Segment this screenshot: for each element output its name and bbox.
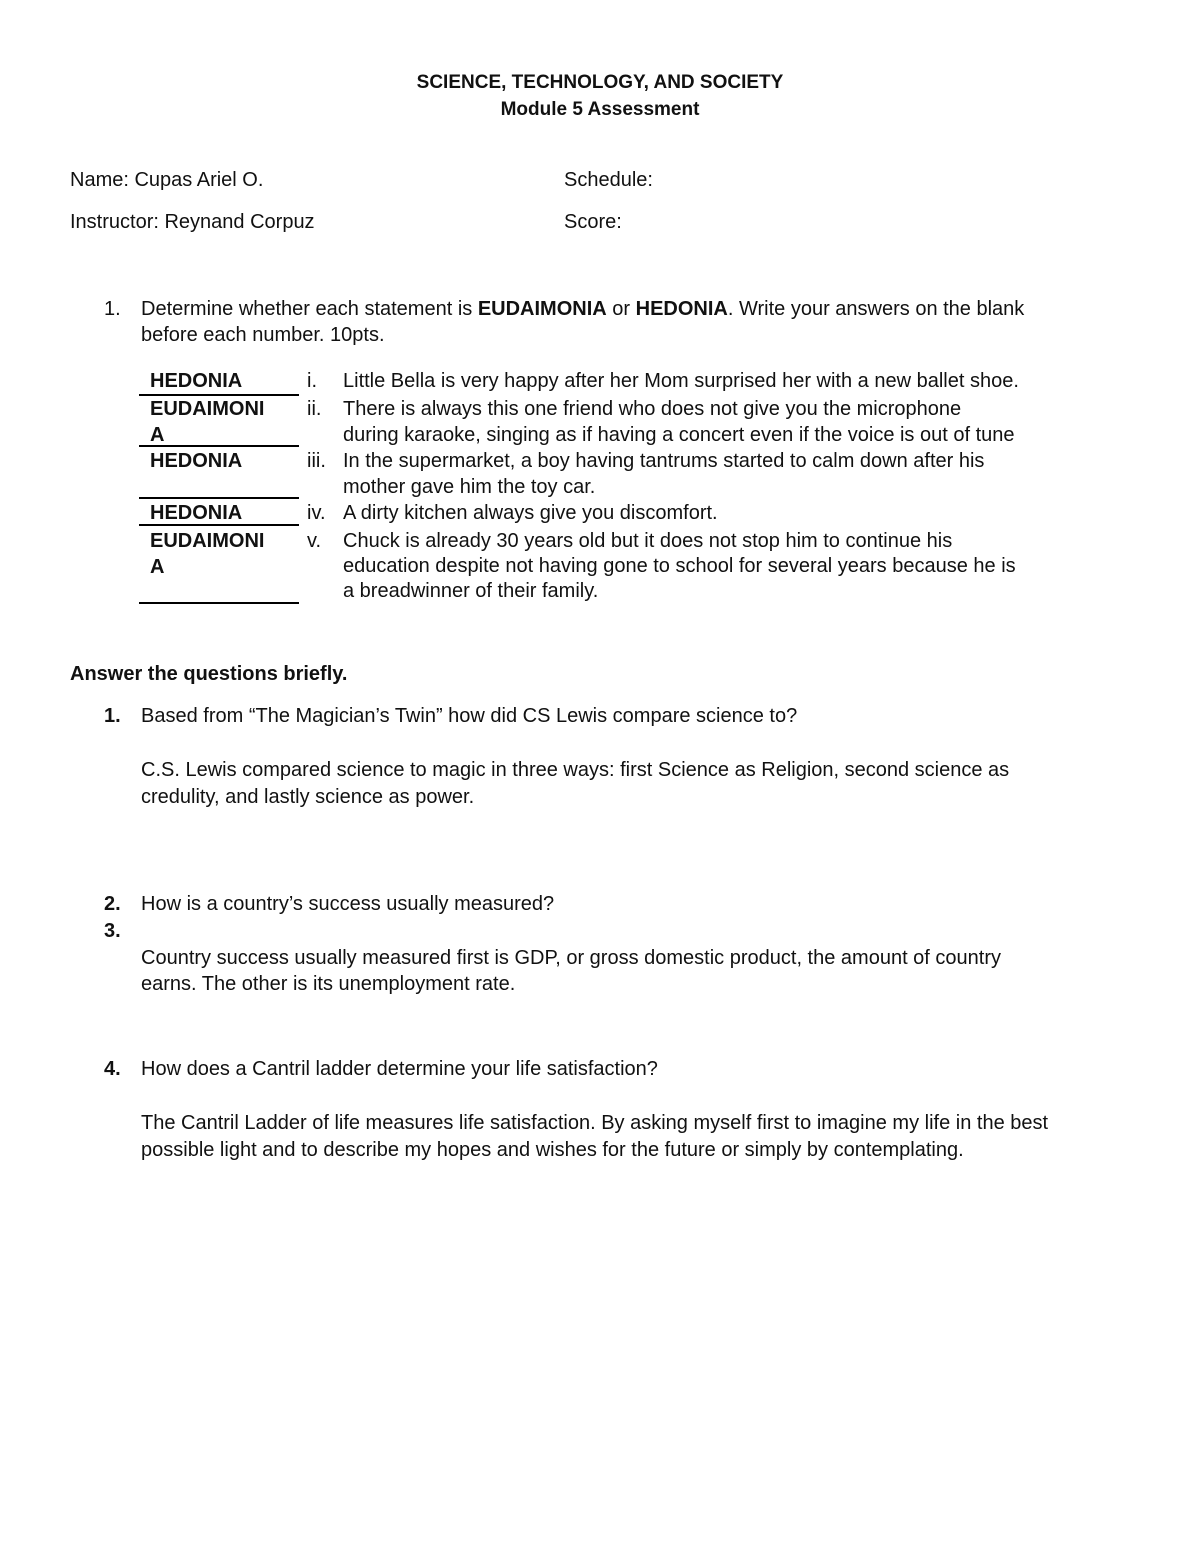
statement-ii-line2: during karaoke, singing as if having a concert even if the voice is out of tune xyxy=(343,424,1015,446)
q2-question: How is a country’s success usually measured? xyxy=(141,893,555,915)
statement-iii-line1: In the supermarket, a boy having tantrums started to calm down after his xyxy=(343,450,985,472)
q3-number: 3. xyxy=(104,920,121,942)
item-numeral-i: i. xyxy=(307,370,317,392)
statement-v-line1: Chuck is already 30 years old but it does not stop him to continue his xyxy=(343,530,953,552)
answer-blank-iii: HEDONIA xyxy=(139,448,299,499)
part1-number: 1. xyxy=(104,298,121,320)
item-numeral-ii: ii. xyxy=(307,398,322,420)
statement-iii-line2: mother gave him the toy car. xyxy=(343,476,596,498)
part2-heading: Answer the questions briefly. xyxy=(70,663,348,685)
statement-v-line2: education despite not having gone to school for several years because he is xyxy=(343,555,1016,577)
part1-instruction: Determine whether each statement is EUDAIMONIA or HEDONIA. Write your answers on the blank xyxy=(141,298,1025,320)
answer-blank-ii: EUDAIMONI A xyxy=(139,396,299,447)
score-label: Score: xyxy=(564,211,622,233)
schedule-label: Schedule: xyxy=(564,169,653,191)
statement-v-line3: a breadwinner of their family. xyxy=(343,580,599,602)
q1-question: Based from “The Magician’s Twin” how did CS Lewis compare science to? xyxy=(141,705,798,727)
q4-question: How does a Cantril ladder determine your life satisfaction? xyxy=(141,1058,658,1080)
q3-answer-line1: Country success usually measured first is GDP, or gross domestic product, the amount of country xyxy=(141,947,1001,969)
q4-number: 4. xyxy=(104,1058,121,1080)
q4-answer-line2: possible light and to describe my hopes and wishes for the future or simply by contemplating. xyxy=(141,1139,964,1161)
answer-blank-v: EUDAIMONI A xyxy=(139,528,299,604)
answer-blank-i: HEDONIA xyxy=(139,368,299,396)
answer-blank-iv: HEDONIA xyxy=(139,500,299,526)
q1-number: 1. xyxy=(104,705,121,727)
q4-answer-line1: The Cantril Ladder of life measures life satisfaction. By asking myself first to imagine my life in the best xyxy=(141,1112,1049,1134)
item-numeral-v: v. xyxy=(307,530,322,552)
q1-answer-line1: C.S. Lewis compared science to magic in three ways: first Science as Religion, second science as xyxy=(141,759,1010,781)
document-subtitle: Module 5 Assessment xyxy=(500,99,700,120)
student-name: Name: Cupas Ariel O. xyxy=(70,169,264,191)
statement-iv: A dirty kitchen always give you discomfort. xyxy=(343,502,718,524)
statement-ii-line1: There is always this one friend who does not give you the microphone xyxy=(343,398,962,420)
q3-answer-line2: earns. The other is its unemployment rate. xyxy=(141,973,516,995)
document-title: SCIENCE, TECHNOLOGY, AND SOCIETY xyxy=(416,72,784,93)
item-numeral-iii: iii. xyxy=(307,450,326,472)
item-numeral-iv: iv. xyxy=(307,502,326,524)
q2-number: 2. xyxy=(104,893,121,915)
q1-answer-line2: credulity, and lastly science as power. xyxy=(141,786,475,808)
part1-instruction-line2: before each number. 10pts. xyxy=(141,324,385,346)
instructor-name: Instructor: Reynand Corpuz xyxy=(70,211,315,233)
statement-i: Little Bella is very happy after her Mom surprised her with a new ballet shoe. xyxy=(343,370,1019,392)
